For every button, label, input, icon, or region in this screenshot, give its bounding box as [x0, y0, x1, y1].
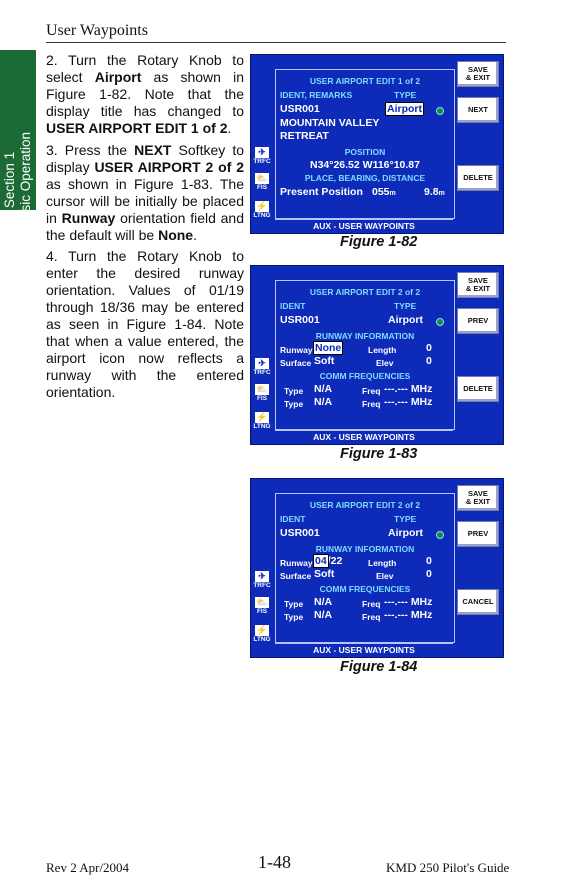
freq-label: Freq	[362, 399, 381, 409]
page-header-title: User Waypoints	[46, 22, 148, 39]
elev-value[interactable]: 0	[426, 568, 432, 580]
elev-label: Elev	[376, 571, 394, 581]
runway-info-label: RUNWAY INFORMATION	[315, 544, 415, 554]
text-bold: None	[158, 227, 194, 243]
length-value[interactable]: 0	[426, 342, 432, 354]
header-rule	[46, 42, 506, 43]
length-value[interactable]: 0	[426, 555, 432, 567]
type-label: TYPE	[394, 90, 417, 100]
comm-type-value[interactable]: N/A	[314, 396, 333, 408]
text: .	[193, 227, 197, 243]
ident-label: IDENT, REMARKS	[280, 90, 353, 100]
text-bold: USER AIRPORT EDIT 1 of 2	[46, 120, 228, 136]
surface-value[interactable]: Soft	[314, 568, 335, 580]
fis-icon[interactable]: ⛅ FIS	[256, 597, 268, 615]
comm-type-label: Type	[284, 386, 304, 396]
fis-icon[interactable]: ⛅ FIS	[256, 384, 268, 402]
comm-type-label: Type	[284, 599, 304, 609]
edit-panel	[275, 69, 455, 219]
text: as shown in Figure 1-82. Note that the display title has changed to	[46, 69, 244, 119]
aux-bar: AUX - USER WAYPOINTS	[275, 430, 453, 443]
comm-type-label: Type	[284, 612, 304, 622]
section-tab-text	[0, 100, 38, 260]
save-exit-button[interactable]: SAVE & EXIT	[457, 485, 499, 511]
footer-guide-title: KMD 250 Pilot's Guide	[386, 860, 510, 875]
distance-value: 9.8m	[424, 186, 445, 198]
page-number: 1-48	[258, 852, 291, 872]
ident-value[interactable]: USR001	[280, 527, 320, 539]
text-bold: Airport	[94, 69, 142, 85]
elev-label: Elev	[376, 358, 394, 368]
edit-panel	[275, 493, 455, 643]
lightning-icon[interactable]: ⚡ LTNG	[253, 201, 271, 219]
elev-value[interactable]: 0	[426, 355, 432, 367]
comm-freq-label: COMM FREQUENCIES	[319, 371, 411, 381]
freq-value[interactable]: ---.--- MHz	[384, 396, 433, 408]
remark-line-2[interactable]: RETREAT	[280, 130, 329, 142]
text: 2. Turn the Rotary Knob to select	[46, 52, 244, 85]
comm-type-value[interactable]: N/A	[314, 383, 333, 395]
comm-freq-label: COMM FREQUENCIES	[319, 584, 411, 594]
freq-value[interactable]: ---.--- MHz	[384, 383, 433, 395]
text: orientation field and the default will be	[46, 210, 244, 243]
length-label: Length	[368, 345, 397, 355]
paragraph-step-4: 4. Turn the Rotary Knob to enter the desired runway orientation. Values of 01/19 through 18/36 may be entered as seen in Figure 1-84. Note that when a value entered, the airport icon now reflects a runway with the entered orientation.	[46, 248, 244, 400]
airport-runway-icon	[436, 531, 444, 539]
airport-icon	[436, 318, 444, 326]
bearing-value: 055m	[372, 186, 396, 198]
freq-label: Freq	[362, 599, 381, 609]
type-label: TYPE	[394, 301, 417, 311]
remark-line-1[interactable]: MOUNTAIN VALLEY	[280, 117, 380, 129]
surface-label: Surface	[280, 358, 312, 368]
pbd-label: PLACE, BEARING, DISTANCE	[304, 173, 426, 183]
freq-value[interactable]: ---.--- MHz	[384, 596, 433, 608]
delete-button[interactable]: DELETE	[457, 376, 499, 402]
aux-bar: AUX - USER WAYPOINTS	[275, 219, 453, 232]
lightning-icon[interactable]: ⚡ LTNG	[253, 412, 271, 430]
traffic-icon[interactable]: ✈ TRFC	[253, 358, 271, 376]
traffic-icon[interactable]: ✈ TRFC	[253, 147, 271, 165]
runway-value[interactable]: None	[315, 342, 342, 354]
lightning-icon[interactable]: ⚡ LTNG	[253, 625, 271, 643]
text: 3. Press the	[46, 142, 135, 158]
text-bold: Runway	[61, 210, 116, 226]
text-bold: USER AIRPORT 2 of 2	[94, 159, 244, 175]
figure-1-83-screen	[250, 265, 504, 445]
figure-caption: Figure 1-82	[340, 234, 418, 250]
length-label: Length	[368, 558, 397, 568]
runway-value[interactable]: 04/22	[315, 555, 343, 567]
save-exit-button[interactable]: SAVE & EXIT	[457, 61, 499, 87]
text-bold: NEXT	[134, 142, 172, 158]
airport-icon	[436, 107, 444, 115]
type-label: TYPE	[394, 514, 417, 524]
ident-value[interactable]: USR001	[280, 103, 320, 115]
freq-label: Freq	[362, 386, 381, 396]
comm-type-value[interactable]: N/A	[314, 609, 333, 621]
place-value[interactable]: Present Position	[280, 186, 363, 198]
prev-button[interactable]: PREV	[457, 308, 499, 334]
figure-1-82-screen	[250, 54, 504, 234]
edit-panel	[275, 280, 455, 430]
next-button[interactable]: NEXT	[457, 97, 499, 123]
figure-caption: Figure 1-84	[340, 659, 418, 675]
type-value[interactable]: Airport	[388, 527, 423, 539]
text: .	[227, 120, 232, 136]
figure-caption: Figure 1-83	[340, 446, 418, 462]
comm-type-label: Type	[284, 399, 304, 409]
type-value[interactable]: Airport	[388, 314, 423, 326]
screen-title: USER AIRPORT EDIT 1 of 2	[309, 76, 421, 86]
traffic-icon[interactable]: ✈ TRFC	[253, 571, 271, 589]
delete-button[interactable]: DELETE	[457, 165, 499, 191]
type-value[interactable]: Airport	[387, 103, 422, 115]
runway-label: Runway	[280, 558, 313, 568]
text: Softkey to display	[46, 142, 244, 175]
freq-label: Freq	[362, 612, 381, 622]
runway-info-label: RUNWAY INFORMATION	[315, 331, 415, 341]
position-value[interactable]: N34°26.52 W116°10.87	[310, 159, 420, 171]
text: as shown in Figure 1-83. The cursor will be initially be placed in	[46, 176, 244, 226]
freq-value[interactable]: ---.--- MHz	[384, 609, 433, 621]
cancel-button[interactable]: CANCEL	[457, 589, 499, 615]
figure-1-84-screen	[250, 478, 504, 658]
surface-value[interactable]: Soft	[314, 355, 335, 367]
prev-button[interactable]: PREV	[457, 521, 499, 547]
paragraph-step-2	[46, 52, 244, 137]
screen-title: USER AIRPORT EDIT 2 of 2	[309, 287, 421, 297]
runway-label: Runway	[280, 345, 313, 355]
ident-value[interactable]: USR001	[280, 314, 320, 326]
position-label: POSITION	[344, 147, 386, 157]
fis-icon[interactable]: ⛅ FIS	[256, 173, 268, 191]
footer-revision: Rev 2 Apr/2004	[46, 860, 130, 875]
aux-bar: AUX - USER WAYPOINTS	[275, 643, 453, 656]
ident-label: IDENT	[280, 514, 306, 524]
paragraph-step-3	[46, 142, 244, 244]
section-tab-line2: Basic Operation	[18, 131, 33, 229]
save-exit-button[interactable]: SAVE & EXIT	[457, 272, 499, 298]
screen-title: USER AIRPORT EDIT 2 of 2	[309, 500, 421, 510]
ident-label: IDENT	[280, 301, 306, 311]
section-tab	[0, 50, 36, 229]
section-tab-line1: Section 1	[2, 151, 17, 209]
comm-type-value[interactable]: N/A	[314, 596, 333, 608]
surface-label: Surface	[280, 571, 312, 581]
